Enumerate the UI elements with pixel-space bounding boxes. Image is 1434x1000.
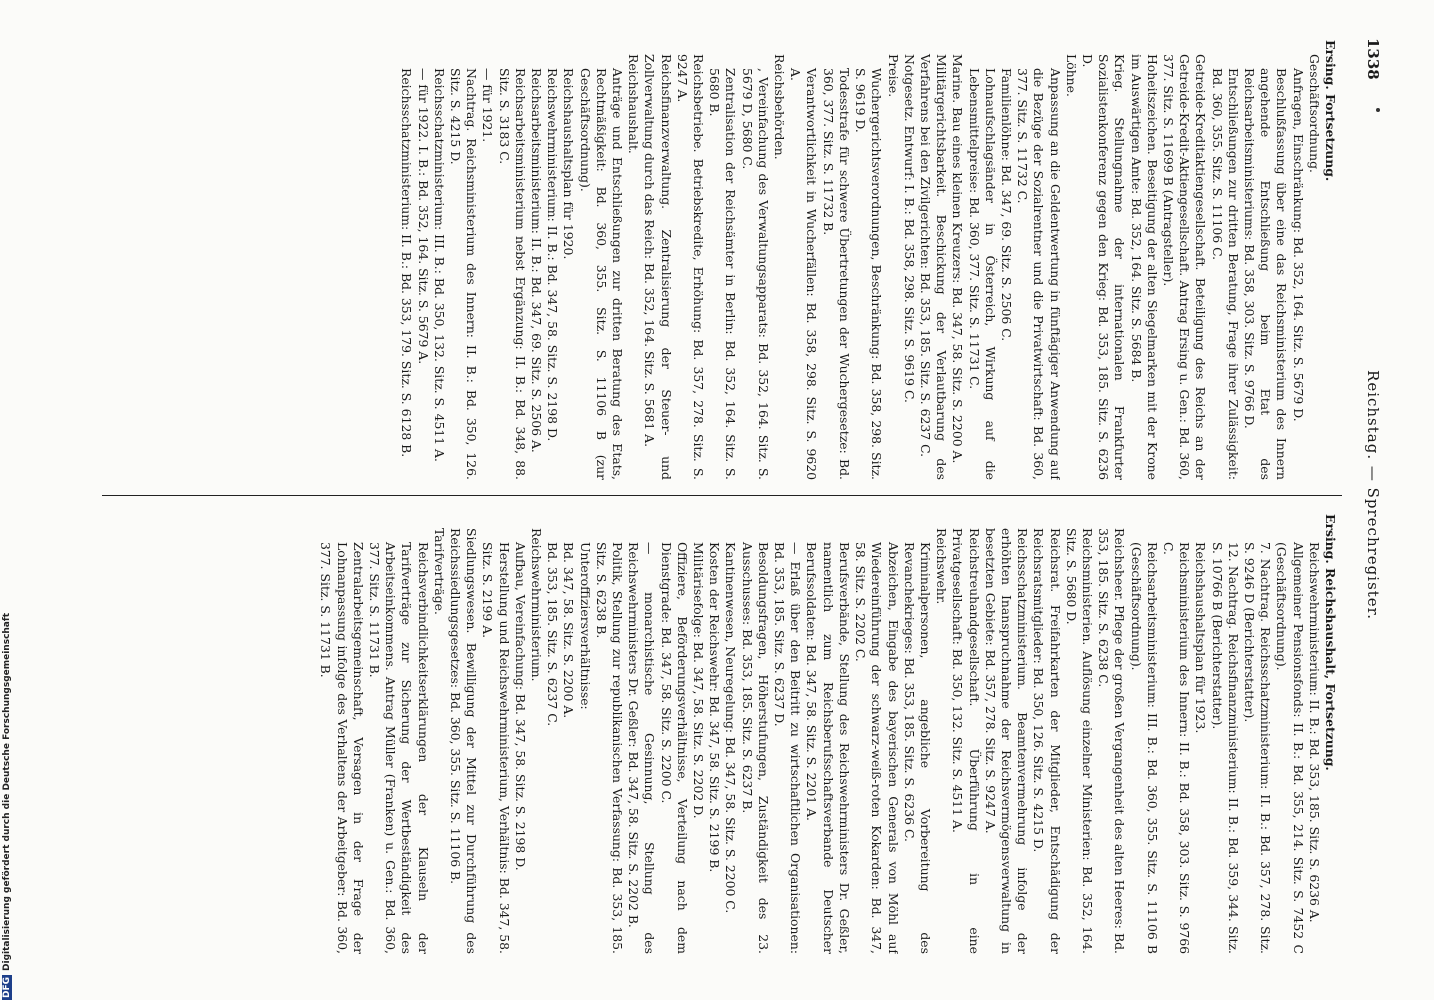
- register-entry: Politik, Stellung zur republikanischen Verfassung: Bd. 353, 185. Sitz. S. 6238 B.: [593, 542, 626, 954]
- register-entry: Reichstreuhandgesellschaft. Überführung in eine Privatgesellschaft: Bd. 350, 132. Sitz. S. 4511 A.: [950, 528, 982, 954]
- entry-heading: Ersing. Reichshaushalt, Fortsetzung.: [1323, 514, 1338, 771]
- register-entry: Hoheitszeichen. Beseitigung der alten Siegelmarken mit der Krone im Auswärtigen Amte: Bd. 352, 164. Sitz. S. 5684 B.: [1128, 54, 1160, 480]
- register-entry: Getreide-Kreditaktiengesellschaft. Beteiligung des Reichs an der Getreide-Kredit-Aktiengesellschaft. Antrag Ersing u. Gen.: Bd. 360, 377. Sitz. S. 11699 B (Antragsteller).: [1160, 54, 1209, 480]
- page-number: 1338: [1364, 38, 1382, 80]
- register-entry: Familienlöhne: Bd. 347, 69. Sitz. S. 2506 C.: [998, 68, 1014, 342]
- funding-strip: [2, 0, 14, 1000]
- register-entry: Berufsverbände, Stellung des Reichswehrministers Dr. Geßler, namentlich zum Reichsberufsschaftsverbande Deutscher Berufssoldaten: Bd. 347, 58. Sitz. S. 2201 A.: [804, 542, 852, 954]
- register-entry: 7. Nachtrag. Reichsschatzministerium: II. B.: Bd. 357, 278. Sitz. S. 9246 D (Berichterstatter).: [1241, 542, 1274, 954]
- register-entry: Reichsfinanzverwaltung. Zentralisierung der Steuer- und Zollverwaltung durch das Reich: Bd. 352, 164. Sitz. S. 5681 A.: [642, 54, 674, 480]
- register-entry: Unteroffiziersverhältnisse:: [577, 542, 593, 710]
- register-entry: Besoldungsfragen, Höherstufungen, Zuständigkeit des 23. Ausschusses: Bd. 353, 185. Sitz. S. 6237 B.: [739, 542, 771, 954]
- register-entry: Reichshaushaltsplan für 1920.: [561, 68, 577, 260]
- register-entry: Löhne.: [1063, 54, 1079, 97]
- register-entry: Reichsministerium des Innern: II. B.: Bd. 358, 303. Sitz. S. 9766 C.: [1160, 542, 1193, 954]
- register-entry: Reichshaushaltsplan für 1923.: [1193, 542, 1209, 734]
- register-entry: Anfragen, Einschränkung: Bd. 352, 164. Sitz. S. 5679 D.: [1290, 68, 1306, 422]
- register-entry: Krieg. Stellungnahme der internationalen Frankfurter Sozialistenkonferenz gegen den Krieg: Bd. 353, 185. Sitz. S. 6236 D.: [1079, 54, 1128, 480]
- register-entry: Lohnaufschlagsänder in Österreich, Wirkung auf die Lebensmittelpreise: Bd. 360, 377. Sitz. S. 11731 C.: [966, 68, 998, 480]
- left-column: [98, 40, 1338, 480]
- register-entry: Allgemeiner Pensionsfonds: II. B.: Bd. 355, 214. Sitz. S. 7452 C (Geschäftsordnung).: [1274, 542, 1306, 954]
- register-entry: Reichswehrministerium.: [529, 528, 545, 682]
- register-entry: — monarchistische Gesinnung, Stellung des Reichswehrministers Dr. Geßler: Bd. 347, 58. Sitz. S. 2202 B.: [626, 542, 658, 954]
- register-entry: Notgesetz. Entwurf: I. B.: Bd. 358, 298. Sitz. S. 9619 C.: [901, 54, 917, 403]
- register-entry: Zentralisation der Reichsämter in Berlin: Bd. 352, 164. Sitz. S. 5680 B.: [707, 68, 739, 480]
- register-entry: Reichsschatzministerium: II. B.: Bd. 353, 179. Sitz. S. 6128 B.: [399, 68, 415, 458]
- register-entry: Militärgerichtsbarkeit. Beschickung der Verlautbarung des Verfahrens bei den Zivilgerichten: Bd. 353, 185. Sitz. S. 6237 C.: [917, 54, 950, 480]
- register-entry: Tarifverträge.: [431, 528, 447, 615]
- register-entry: — Erlaß über den Beitritt zu wirtschaftlichen Organisationen: Bd. 353, 185. Sitz. S. 6237 D.: [772, 542, 804, 954]
- register-entry: Reichsarbeitsministerium: III. B.: Bd. 360, 355. Sitz. S. 11106 B (Geschäftsordnung).: [1128, 542, 1160, 954]
- register-entry: Siedlungswesen. Bewilligung der Mittel zur Durchführung des Reichssiedlungsgesetzes: Bd. 360, 355. Sitz. S. 11106 B.: [448, 528, 480, 954]
- register-entry: Kriminalpersonen, angebliche Vorbereitung des Revanchekrieges: Bd. 353, 185. Sitz. S. 6236 C.: [901, 542, 933, 954]
- dfg-logo: DFG: [2, 976, 12, 998]
- register-entry: Nachtrag. Reichsministerium des Innern: II. B.: Bd. 350, 126. Sitz. S. 4215 D.: [448, 68, 480, 480]
- register-entry: Reichshaushalt.: [626, 54, 642, 154]
- register-entry: Verantwortlichkeit in Wucherfällen: Bd. 358, 298. Sitz. S. 9620 A.: [788, 68, 820, 480]
- register-entry: — für 1922. I. B.: Bd. 352, 164. Sitz. S. 5679 A.: [415, 68, 431, 365]
- register-entry: Reichswehr.: [934, 528, 950, 605]
- register-entry: Wuchergerichtsverordnungen, Beschränkung: Bd. 358, 298. Sitz. S. 9619 D.: [853, 68, 885, 480]
- register-entry: Anträge und Entschließungen zur dritten Beratung des Etats, Rechtmäßigkeit: Bd. 360, 355. Sitz. S. 11106 B (zur Geschäftsordnung).: [577, 68, 626, 480]
- register-entry: — für 1921.: [480, 68, 496, 143]
- register-entry: Reichsschatzministerium: III. B.: Bd. 350, 132. Sitz. S. 4511 A.: [431, 68, 447, 462]
- register-entry: Reichsverbindlichkeitserklärungen der Klauseln der Tarifverträge zur Sicherung der Wertbeständigkeit des Arbeitseinkommens. Antrag Müller (Franken) u. Gen.: Bd. 360, 377. Sitz. S. 11731 B.: [367, 542, 431, 954]
- register-entry: Geschäftsordnung.: [1306, 54, 1322, 173]
- column-divider: [102, 495, 1342, 496]
- register-entry: 12. Nachtrag. Reichsfinanzministerium: II. B.: Bd. 359, 344. Sitz. S. 10766 B (Berichterstatter).: [1209, 542, 1241, 954]
- register-entry: Reichswehrministerium: II. B.: Bd. 347, 58. Sitz. S. 2198 D.: [545, 68, 561, 442]
- register-entry: Beschlußfassung über eine das Reichsministerium des Innern angehende Entschließung beim Etat des Reichsarbeitsministeriums: Bd. 358, 303. Sitz. S. 9766 D.: [1241, 68, 1290, 480]
- register-entry: Bd. 353, 185. Sitz. S. 6237 C.: [545, 542, 561, 727]
- register-entry: Reichsschatzministerium. Beamtenvermehrung infolge der erhöhten Inanspruchnahme der Reichsvermögensverwaltung in besetzten Gebiete: Bd. 357, 278. Sitz. S. 9247 A.: [982, 528, 1031, 954]
- register-entry: Reichsrat. Freifahrkarten der Mitglieder, Entschädigung der Reichsratsmitglieder: Bd. 350, 126. Sitz. S. 4215 D.: [1031, 528, 1063, 954]
- page-header: [1358, 30, 1382, 960]
- register-entry: Todesstrafe für schwere Übertretungen der Wuchergesetze: Bd. 360, 377. Sitz. S. 11732 B.: [820, 68, 852, 480]
- register-entry: Reichsbehörden.: [772, 54, 788, 160]
- register-entry: Entschließungen zur dritten Beratung, Frage ihrer Zulässigkeit: Bd. 360, 355. Sitz. S. 11106 C.: [1209, 68, 1241, 480]
- register-entry: Preise.: [885, 54, 901, 98]
- register-entry: Zentralarbeitsgemeinschaft, Versagen in der Frage der Lohnanpassung infolge des Verhaltens der Arbeitgeber: Bd. 360, 377. Sitz. S. 11731 B.: [318, 542, 366, 954]
- register-entry: Reichsbetriebe. Betriebskredite, Erhöhung: Bd. 357, 278. Sitz. S. 9247 A.: [674, 54, 707, 480]
- register-entry: Marine. Bau eines kleinen Kreuzers: Bd. 347, 58. Sitz. S. 2200 A.: [950, 54, 966, 464]
- register-entry: Herstellung und Reichswehrministerium, Verhältnis: Bd. 347, 58. Sitz. S. 2199 A.: [480, 542, 512, 954]
- register-entry: Bd. 347, 58. Sitz. S. 2200 A.: [561, 542, 577, 719]
- register-entry: Reichsarbeitsministerium nebst Ergänzung: II. B.: Bd. 348, 88. Sitz. S. 3183 C.: [496, 68, 528, 480]
- register-entry: , Vereinfachung des Verwaltungsapparats: Bd. 352, 164. Sitz. S. 5679 D, 5680 C.: [739, 68, 771, 480]
- register-entry: Anpassung an die Geldentwertung in fünftägiger Anwendung auf die Bezüge der Sozialrentner und die Privatwirtschaft: Bd. 360, 377. Sitz. S. 11732 C.: [1015, 68, 1063, 480]
- register-entry: Reichsheer. Pflege der großen Vergangenheit des alten Heeres: Bd. 353, 185. Sitz. S. 6238 C.: [1096, 528, 1128, 954]
- register-entry: Kantinenwesen, Neuregelung: Bd. 347, 58. Sitz. S. 2200 C.: [723, 542, 739, 914]
- rotated-register-page: [82, 30, 1382, 960]
- register-entry: Reichsarbeitsministerium: II. B.: Bd. 347, 69. Sitz. S. 2506 A.: [529, 68, 545, 453]
- register-entry: Militärisefolge: Bd. 347, 58. Sitz. S. 2202 D.: [691, 542, 707, 819]
- funding-note: Digitalisierung gefördert durch die Deutsche Forschungsgemeinschaft: [2, 612, 12, 971]
- register-entry: Aufbau, Vereinfachung: Bd. 347, 58. Sitz. S. 2198 D.: [512, 542, 528, 871]
- register-entry: Abzeichen, Eingabe des bayerischen Generals von Möhl auf Wiedereinführung der schwarz-weiß-roten Kokarden: Bd. 347, 58. Sitz. S. 2202 C.: [853, 542, 901, 954]
- right-column: [98, 514, 1338, 954]
- register-entry: Kosten der Reichswehr: Bd. 347, 58. Sitz. S. 2199 B.: [707, 542, 723, 873]
- register-entry: Reichswehrministerium: II. B.: Bd. 353, 185. Sitz. S. 6236 A.: [1306, 542, 1322, 923]
- register-entry: Reichsministerien. Auflösung einzelner Ministerien: Bd. 352, 164. Sitz. S. 5680 D.: [1063, 528, 1095, 954]
- running-title: Reichstag. — Sprechregister.: [1364, 370, 1382, 620]
- entry-heading: Ersing. Fortsetzung.: [1323, 40, 1338, 182]
- register-entry: Offiziere, Beförderungsverhältnisse, Verteilung nach dem Dienstgrade: Bd. 347, 58. Sitz. S. 2200 C.: [658, 542, 690, 954]
